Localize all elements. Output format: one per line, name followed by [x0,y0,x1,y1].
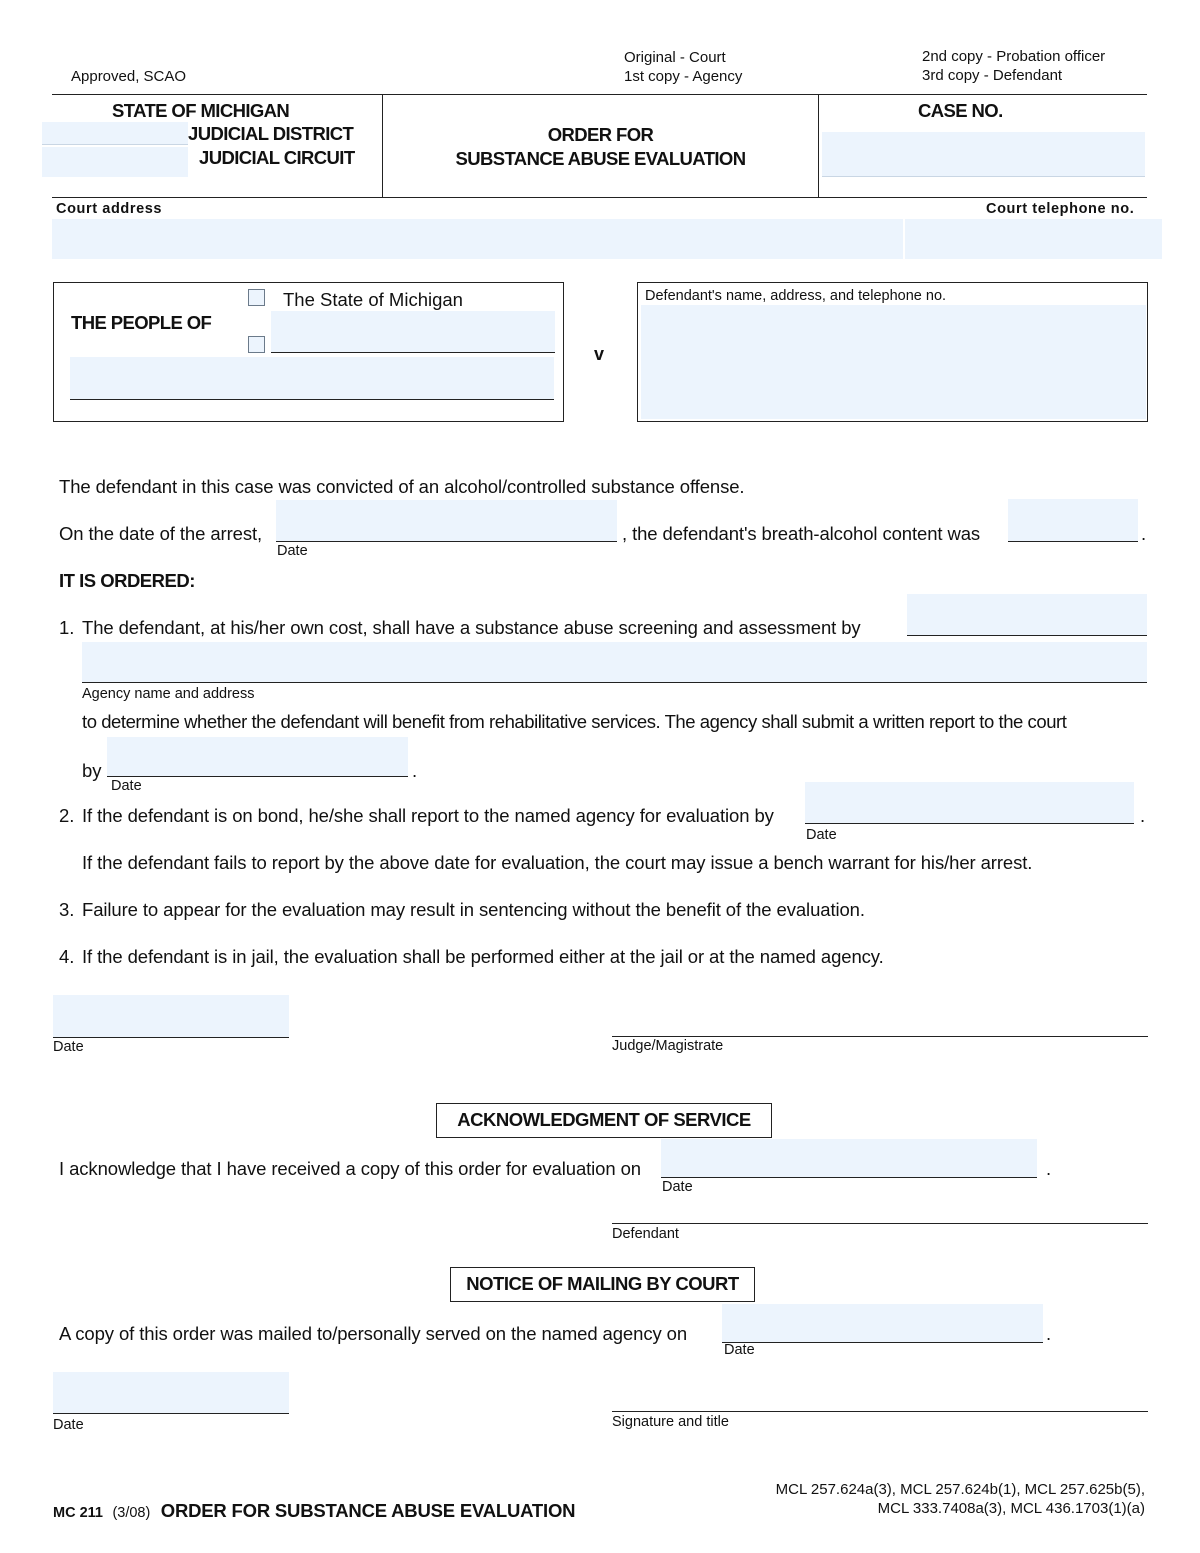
mailing-signed-date-input[interactable] [53,1372,289,1413]
arrest-prefix: On the date of the arrest, [59,523,263,544]
screening-agency-input[interactable] [907,594,1147,635]
mailing-title: NOTICE OF MAILING BY COURT [450,1267,755,1302]
people-of-label: THE PEOPLE OF [71,312,212,333]
court-telephone-input[interactable] [905,219,1162,259]
people-extra-underline [70,399,554,400]
circuit-input[interactable] [42,147,188,177]
district-input-underline [42,144,188,145]
copies-left [624,48,742,86]
order-date-input[interactable] [53,995,289,1037]
arrest-date-underline [276,541,617,542]
report-date-caption: Date [111,778,142,794]
case-no-input[interactable] [822,132,1145,176]
item3-text: Failure to appear for the evaluation may result in sentencing without the benefit of the evaluation. [82,899,865,920]
report-date-input[interactable] [107,737,408,776]
arrest-date-input[interactable] [276,500,617,541]
bond-report-date-underline [805,823,1134,824]
other-party-checkbox[interactable] [248,336,265,353]
item1-text: The defendant, at his/her own cost, shall have a substance abuse screening and assessment by [82,617,861,638]
arrest-middle: , the defendant's breath-alcohol content was [622,523,981,544]
it-is-ordered: IT IS ORDERED: [59,570,195,591]
header-top-rule [52,94,1147,95]
state-of-michigan-checkbox[interactable] [248,289,265,306]
people-extra-input[interactable] [70,357,554,399]
other-party-underline [271,352,555,353]
acknowledgment-title: ACKNOWLEDGMENT OF SERVICE [436,1103,772,1138]
bac-period: . [1141,523,1147,544]
order-date-caption: Date [53,1039,84,1055]
agency-name-address-underline [82,682,1147,683]
header-bottom-rule [52,197,1147,198]
form-title-line2: SUBSTANCE ABUSE EVALUATION [455,148,746,169]
defendant-input[interactable] [641,305,1146,419]
mcl-line1: MCL 257.624a(3), MCL 257.624b(1), MCL 257.625b(5), [775,1481,1145,1498]
form-number: MC 211 [53,1505,103,1521]
acknowledgment-date-caption: Date [662,1179,693,1195]
report-date-period: . [412,760,418,781]
district-input[interactable] [42,122,188,144]
copy-second: 2nd copy - Probation officer [922,48,1106,65]
bond-report-date-input[interactable] [805,782,1134,823]
acknowledgment-period: . [1046,1158,1052,1179]
mailing-date-input[interactable] [722,1304,1043,1342]
mcl-line2: MCL 333.7408a(3), MCL 436.1703(1)(a) [877,1500,1145,1517]
arrest-date-caption: Date [277,543,308,559]
defendant-caption: Defendant [612,1226,679,1242]
agency-caption: Agency name and address [82,686,255,702]
other-party-input[interactable] [271,311,555,352]
form-date: (3/08) [112,1505,151,1521]
header-divider-right [818,95,819,197]
footer-form-title: ORDER FOR SUBSTANCE ABUSE EVALUATION [160,1500,576,1521]
acknowledgment-date-input[interactable] [661,1139,1037,1177]
mailing-date-caption: Date [724,1342,755,1358]
defendant-label: Defendant's name, address, and telephone no. [645,288,947,304]
bond-report-date-caption: Date [806,827,837,843]
state-of-michigan-label: The State of Michigan [283,289,463,310]
mailing-signed-date-underline [53,1413,289,1414]
item2-number: 2. [59,805,75,826]
item3-number: 3. [59,899,75,920]
order-date-underline [53,1037,289,1038]
acknowledgment-text: I acknowledge that I have received a copy of this order for evaluation on [59,1158,641,1179]
item1-number: 1. [59,617,75,638]
judicial-circuit-label: JUDICIAL CIRCUIT [199,147,355,168]
copies-right [922,47,1105,85]
mailing-date-underline [722,1342,1043,1343]
mailing-period: . [1046,1323,1052,1344]
footer-form-id [53,1500,575,1522]
report-date-underline [107,776,408,777]
clerk-signature-line[interactable] [612,1411,1148,1412]
copy-third: 3rd copy - Defendant [922,67,1063,84]
signature-title-caption: Signature and title [612,1414,729,1430]
mailing-text: A copy of this order was mailed to/personally served on the named agency on [59,1323,688,1344]
court-telephone-label: Court telephone no. [986,201,1135,217]
item2-text: If the defendant is on bond, he/she shall report to the named agency for evaluation by [82,805,774,826]
state-label: STATE OF MICHIGAN [112,100,290,121]
bac-underline [1008,541,1138,542]
agency-name-address-input[interactable] [82,642,1147,682]
copy-original: Original - Court [624,49,726,66]
item4-number: 4. [59,946,75,967]
form-title [383,123,818,171]
court-address-input[interactable] [52,219,903,259]
bac-input[interactable] [1008,499,1138,541]
bond-report-period: . [1140,805,1146,826]
item1-by: by [82,760,102,781]
defendant-signature-line[interactable] [612,1223,1148,1224]
court-address-label: Court address [56,201,163,217]
intro-text: The defendant in this case was convicted of an alcohol/controlled substance offense. [59,476,745,497]
mailing-signed-date-caption: Date [53,1417,84,1433]
item4-text: If the defendant is in jail, the evaluation shall be performed either at the jail or at the named agency. [82,946,884,967]
judge-caption: Judge/Magistrate [612,1038,724,1054]
item2-continuation: If the defendant fails to report by the above date for evaluation, the court may issue a bench warrant for his/her arrest. [82,852,1033,873]
mcl-citations [700,1480,1145,1518]
case-no-underline [822,176,1145,177]
screening-agency-underline [907,635,1147,636]
item1-continuation: to determine whether the defendant will benefit from rehabilitative services. The agency shall submit a written report to the court [82,711,1067,732]
judicial-district-label: JUDICIAL DISTRICT [188,123,354,144]
acknowledgment-date-underline [661,1177,1037,1178]
judge-signature-line[interactable] [612,1036,1148,1037]
form-title-line1: ORDER FOR [547,124,654,145]
approved-text: Approved, SCAO [71,68,187,85]
versus-label: v [594,344,605,364]
copy-first: 1st copy - Agency [624,68,743,85]
case-no-label: CASE NO. [918,100,1003,121]
